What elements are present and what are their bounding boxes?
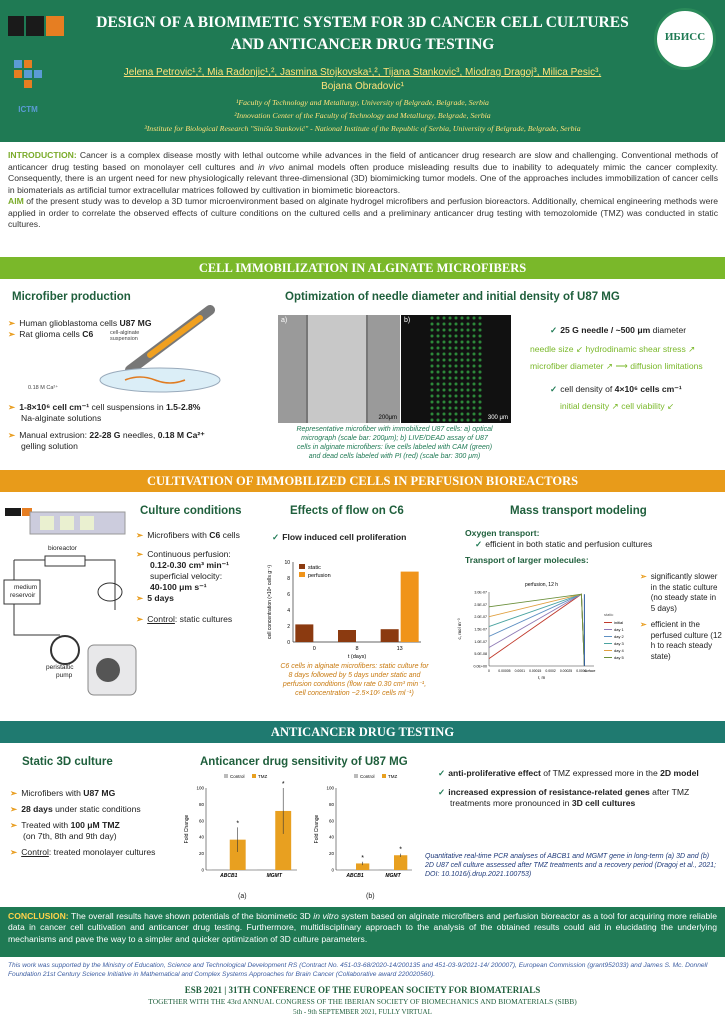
y-tick-label: 0.0E+00 [473,664,487,669]
oxygen-heading: Oxygen transport: [465,528,540,538]
legend-swatch-perfusion [299,572,305,577]
list-item: ➢ efficient in the perfused culture (12 h to reach steady state) [640,620,722,661]
aim-label: AIM [8,196,24,206]
legend-title: static [604,612,614,617]
pcr-chart-3d [180,770,305,888]
x-tick-label: ABCB1 [346,873,364,879]
legend-item: initial [614,620,624,625]
intro-paragraph [8,150,718,196]
x-tick-label: 0.00005 [498,669,511,673]
conference-line-1: ESB 2021 | 31TH CONFERENCE OF THE EUROPEAN SOCIETY FOR BIOMATERIALS [184,985,541,995]
y-tick-label: 2.0E-07 [474,615,487,620]
y-tick-label: 5.0E-08 [474,652,487,657]
list-item: ➢ Continuous perfusion: [136,549,231,559]
flow-finding: ✓ Flow induced cell proliferation [272,532,407,542]
authors [55,66,670,94]
list-item: ➢ 28 days under static conditions [10,804,141,814]
x-tick-label: MGMT [266,873,282,879]
section-band-drug-testing: ANTICANCER DRUG TESTING [0,721,725,743]
finding-resistance-genes: ✓ increased expression of resistance-related genes after TMZ treatments more pronounced in 3D cell cultures [438,787,690,808]
bar-static [381,629,399,642]
legend-control: Control [360,774,375,779]
x-axis-label: r, m [537,675,546,680]
list-item: ➢ Treated with 100 μM TMZ [10,820,120,830]
list-item: ➢ Control: treated monolayer cultures [10,847,156,857]
finding-antiproliferative: ✓ anti-proliferative effect of TMZ expressed more in the 2D model [438,768,699,778]
tmf-logo [6,12,68,40]
conclusion-text: The overall results have shown potentials of the biomimetic 3D [68,911,314,921]
legend-static: static [308,565,321,571]
y-tick-label: 40 [198,834,204,840]
y-tick-label: 80 [328,801,334,807]
bar-control [257,869,273,870]
section-band-immobilization: CELL IMMOBILIZATION IN ALGINATE MICROFIBERS [0,257,725,279]
y-tick-label: 6 [287,592,290,598]
legend-swatch-control [224,774,228,778]
y-tick-label: 0 [287,640,290,646]
list-item: ➢ 1-8×10⁶ cell cm⁻¹ cell suspensions in 1.5-2.8% Na-alginate solutions [8,402,201,423]
significance-mark: * [399,846,403,854]
y-tick-label: 100 [326,785,334,791]
y-tick-label: 0 [201,867,204,873]
bar-perfusion [401,572,419,642]
reservoir-label: reservoir [10,592,36,599]
effects-of-flow-title: Effects of flow on C6 [290,505,404,517]
conclusion-label: CONCLUSION: [8,911,69,921]
authors-line-1: Jelena Petrovic¹,², Mia Radonjic¹,², Jasmina Stojkovska¹,², Tijana Stankovic³, Miodrag Dragoj³, Milica Pesic³, [123,67,602,78]
chart-title: perfusion, 12 h [524,582,559,588]
title-line-2: AND ANTICANCER DRUG TESTING [230,36,495,53]
drug-findings [438,768,708,809]
y-tick-label: 1.5E-07 [474,627,487,632]
y-axis-label: Fold Change [184,814,190,844]
y-tick-label: 20 [198,851,204,857]
microfiber-production-title: Microfiber production [12,291,131,303]
culture-conditions-title: Culture conditions [140,505,242,517]
larger-molecules-heading: Transport of larger molecules: [465,555,589,565]
affiliation-3: ³Institute for Biological Research "Siniša Stanković" - National Institute of the Republic of Serbia, University of Belgrade, Belgrade, Serbia [144,124,581,133]
y-tick-label: 40 [328,834,334,840]
img-b-label: b) [404,317,411,324]
y-tick-label: 4 [287,608,290,614]
oxygen-finding: ✓ efficient in both static and perfusion cultures [475,539,653,549]
conference-line-3: 5th - 9th SEPTEMBER 2021, FULLY VIRTUAL [293,1008,432,1016]
legend-control: Control [230,774,245,779]
mass-transport-title: Mass transport modeling [510,505,647,517]
list-item: ➢ Microfibers with U87 MG [10,788,116,798]
y-tick-label: 8 [287,576,290,582]
x-tick-label: 0 [312,646,316,652]
legend-tmz: TMZ [388,774,398,779]
x-tick-label: 0.00025 [559,669,573,673]
bar-control [212,869,228,870]
y-axis-label: c, mol m⁻³ [457,618,462,640]
pcr-caption: Quantitative real-time PCR analyses of ABCB1 and MGMT gene in long-term (a) 3D and (b) 2D U87 cell culture assessed after TMZ treatments and a recovery period (Dragoj et al., 2021; DOI: 10.1016/j.drup.2021.100753) [425,853,717,878]
legend-swatch-tmz [382,774,386,778]
y-tick-label: 20 [328,851,334,857]
bar-tmz [394,855,407,870]
section-band-cultivation: CULTIVATION OF IMMOBILIZED CELLS IN PERFUSION BIOREACTORS [0,470,725,492]
legend-swatch-control [354,774,358,778]
legend-tmz: TMZ [258,774,268,779]
y-tick-label: 100 [196,785,204,791]
intro-label: INTRODUCTION: [8,150,77,160]
x-tick-label: 0.00015 [529,669,542,673]
mass-transport-notes [465,528,715,566]
static-culture-title: Static 3D culture [22,756,113,768]
list-item: ➢ Manual extrusion: 22-28 G needles, 0.18 M Ca²⁺ gelling solution [8,430,205,451]
y-tick-label: 60 [328,818,334,824]
conclusion-text-2: system based on alginate microfibers and perfusion bioreactor as a tool for acquiring more reliable data in cancer cell cultivation and anticancer drug testing. Furthermore, multidisciplinary approach to the analysis of the obtained results could aid in elucidating the underlying mechanisms and pave the way to a simpler and quicker optimization of 3D culture parameters. [8,911,717,944]
finding-diameter-effect: microfiber diameter ↗ ⟶ diffusion limitations [530,361,703,371]
finding-density-effect: initial density ↗ cell viability ↙ [560,401,675,411]
x-tick-label: 8 [355,646,359,652]
img-a-label: a) [281,317,288,324]
x-axis-label: t (days) [347,654,367,660]
pump-label: pump [56,672,73,679]
tmf-logo-graphic [6,12,68,40]
x-tick-label: 0 [488,669,490,673]
intro-text-2: animal models often produce misleading results due to inability to adequately mimic the cancer complexity. Consequently, there is an urgent need for new physiologically relevant three-dimensional (3D) biomimicking tumor models. One of the approaches includes immobilization of cancer cells in biomaterials as artificial tumor extracellular matrices followed by cultivation in biomimetic bioreactors. [8,161,718,195]
conclusion-italic: in vitro [313,911,339,921]
mass-transport-chart [455,578,637,686]
legend-item: day 5 [614,655,624,660]
finding-needle: ✓ 25 G needle / ~500 μm diameter [550,325,687,335]
live-dead-micrograph [401,315,511,423]
optimization-findings [530,325,720,412]
scale-bar-a: 200μm [378,415,397,421]
bar-control [379,869,392,870]
aim-text: of the present study was to develop a 3D tumor microenvironment based on alginate hydrogel microfibers and perfusion bioreactors. Additionally, chemical engineering methods were applied in order to correlate the observed effects of culture conditions on the cultured cells and a preliminary anticancer drug testing with temozolomide (TMZ) was conducted in static cultures. [8,196,718,229]
intro-italic: in vivo [258,161,285,172]
authors-line-2: Bojana Obradovic¹ [321,81,404,92]
legend-perfusion: perfusion [308,573,331,579]
list-item: ➢ significantly slower in the static culture (no steady state in 5 days) [640,572,718,613]
legend-item: day 3 [614,641,624,646]
legend-swatch-static [299,564,305,569]
affiliation-2: ²Innovation Center of the Faculty of Technology and Metallurgy, Belgrade, Serbia [234,111,491,120]
sub-label-b: (b) [366,893,375,900]
y-axis-label: cell concentration (×10⁶ cells g⁻¹) [267,564,273,640]
y-tick-label: 0 [331,867,334,873]
conclusion [0,907,725,957]
bath-label: 0.18 M Ca²⁺ [28,385,59,391]
pcr-chart-2d [310,770,420,888]
conference-line-2: TOGETHER WITH THE 43rd ANNUAL CONGRESS OF THE IBERIAN SOCIETY OF BIOMECHANICS AND BIOMATERIALS (SIBB) [148,997,577,1006]
x-tick-label: 0.0002 [545,669,556,673]
ibiss-logo-text: ИБИСС [664,31,706,43]
optical-micrograph [278,315,400,423]
list-item: ➢ 5 days [136,593,174,603]
list-item: ➢ Rat glioma cells C6 [8,329,94,339]
intro-text: Cancer is a complex disease mostly with lethal outcome while advances in the field of anticancer drug research are slow and challenging. Conventional methods of anticancer drug testing based on monolayer cell cultures and [8,150,718,172]
poster-title [70,12,655,56]
introduction [8,150,718,231]
velocity-label: superficial velocity: [150,571,223,581]
y-axis-label: Fold Change [314,814,320,844]
flow-caption: C6 cells in alginate microfibers: static culture for 8 days followed by 5 days under static and perfusion conditions (flow rate 0.30 cm³ min⁻¹, cell concentration ~2.5×10⁶ cells ml⁻¹) [280,663,429,697]
finding-needle-effect: needle size ↙ hydrodinamic shear stress ↗ [530,344,696,354]
legend-item: day 2 [614,634,624,639]
y-tick-label: 1.0E-07 [474,639,487,644]
x-tick-label: 0.0003 [576,669,587,673]
x-tick-label: 0.0001 [514,669,525,673]
y-tick-label: 10 [284,560,290,566]
legend-item: day 4 [614,648,624,653]
finding-density: ✓ cell density of 4×10⁶ cells cm⁻¹ [550,384,682,394]
scale-bar-b: 300 μm [487,415,508,421]
bar-static [295,624,313,642]
medium-label: medium [14,584,38,591]
x-tick-label: ABCB1 [220,873,238,879]
x-surface-label: surface [584,669,596,673]
significance-mark: * [361,854,365,862]
funding-note: This work was supported by the Ministry of Education, Science and Technological Development RS (Contract No. 451-03-68/2020-14/200135 and 451-03-9/2021-14/ 200007), European Commission (grant952033) and James S. Mc. Donnell Foundation 21st Century Science Initiative in Mathematical and Complex Systems Approaches for Brain Cancer (Collaborative award 220020560). [8,962,708,978]
affiliation-1: ¹Faculty of Technology and Metallurgy, University of Belgrade, Belgrade, Serbia [236,98,489,107]
y-tick-label: 80 [198,801,204,807]
syringe-label: cell-alginate suspension [110,330,140,342]
transport-findings [640,572,722,662]
y-tick-label: 2.5E-07 [474,602,487,607]
list-item: ➢ Microfibers with C6 cells [136,530,240,540]
significance-mark: * [281,781,285,788]
y-tick-label: 60 [198,818,204,824]
y-tick-label: 2 [287,624,290,630]
treatment-days: (on 7th, 8th and 9th day) [23,831,117,841]
aim-paragraph [8,196,718,231]
microfiber-list-2 [8,402,238,452]
optimization-title: Optimization of needle diameter and initial density of U87 MG [285,291,620,303]
cell-concentration-chart [265,550,435,662]
legend-swatch-tmz [252,774,256,778]
significance-mark: * [236,820,240,828]
title-line-1: DESIGN OF A BIOMIMETIC SYSTEM FOR 3D CANCER CELL CULTURES [96,14,629,31]
bar-static [338,630,356,642]
y-tick-label: 3.0E-07 [474,590,487,595]
bar-control [341,869,354,870]
ictm-logo-text: ICTM [18,105,38,114]
x-tick-label: 13 [396,646,403,652]
ibiss-logo [654,8,716,70]
culture-conditions-list: ➢ Microfibers with C6 cells ➢ Continuous perfusion: 0.12-0.30 cm³ min⁻¹ superficial velocity: 40-100 μm s⁻¹ ➢ 5 days ➢ Control: static cultures [136,530,261,625]
static-culture-list [10,788,190,858]
peristaltic-label: peristaltic [46,664,74,671]
drug-sensitivity-title: Anticancer drug sensitivity of U87 MG [200,756,408,768]
x-tick-label: MGMT [385,873,401,879]
list-item: ➢ Human glioblastoma cells U87 MG [8,318,152,328]
list-item: ➢ Control: static cultures [136,614,233,624]
micrograph-caption: Representative microfiber with immobilized U87 cells: a) optical micrograph (scale bar: 200μm); b) LIVE/DEAD assay of U87 cells in alginate microfibers: live cells labeled with CAM (green) and dead cells labeled with PI (red) (scale bar: 300 μm) [296,426,493,460]
sub-label-a: (a) [238,893,247,900]
bioreactor-label: bioreactor [48,545,77,552]
legend-item: day 1 [614,627,624,632]
